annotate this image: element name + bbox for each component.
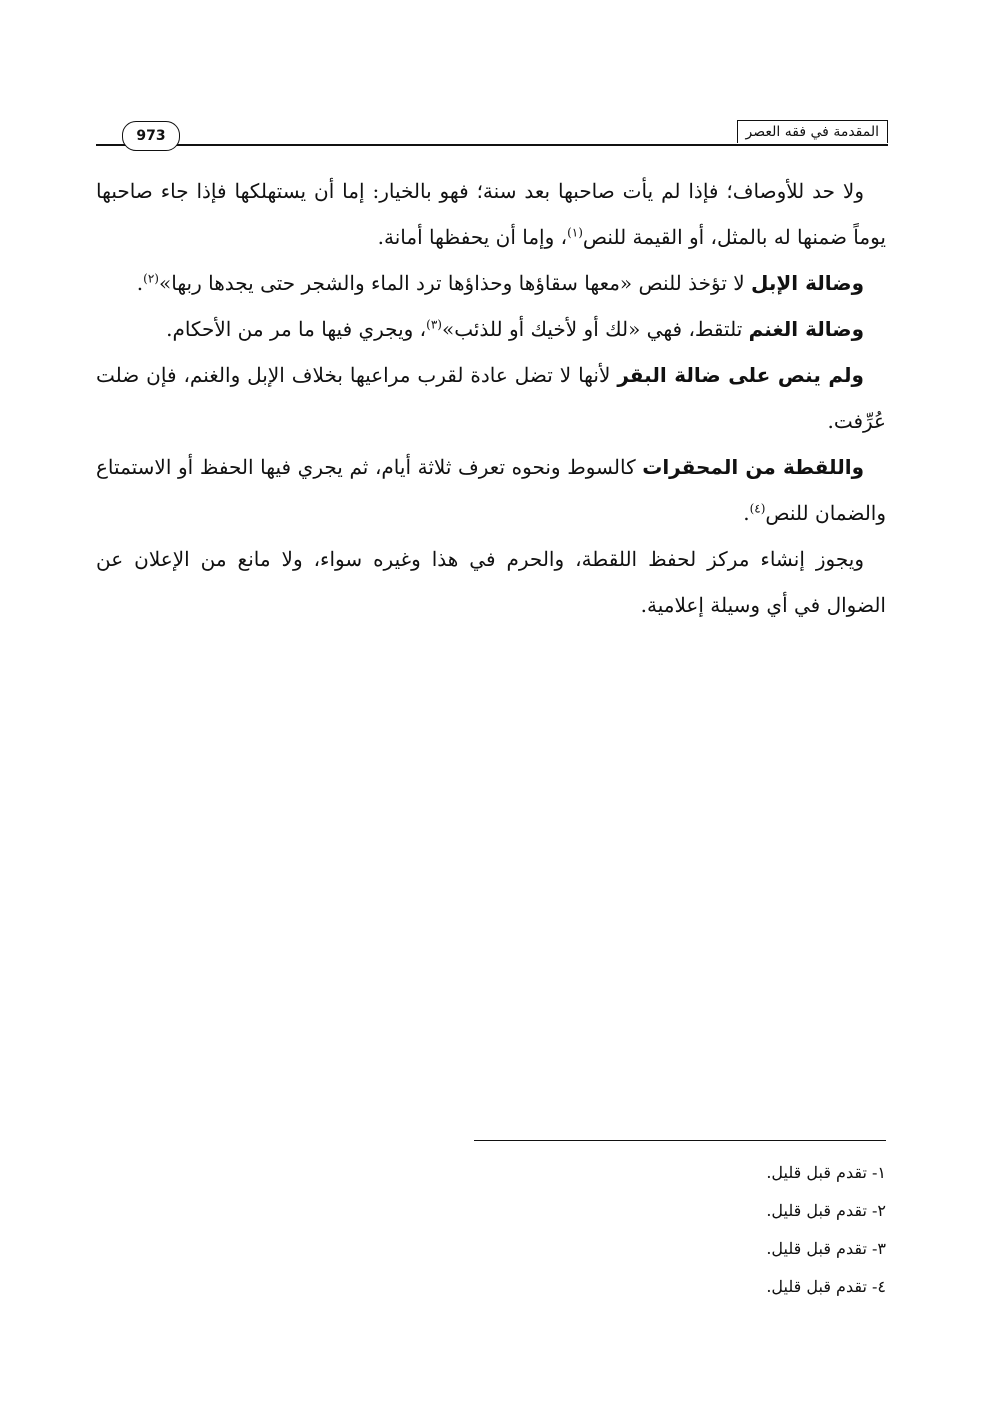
footnote-2: ٢- تقدم قبل قليل.: [766, 1201, 886, 1220]
footnotes-list: [486, 1154, 886, 1306]
footnote-4: ٤- تقدم قبل قليل.: [766, 1277, 886, 1296]
paragraph-text: ويجوز إنشاء مركز لحفظ اللقطة، والحرم في هذا وغيره سواء، ولا مانع من الإعلان عن الضوال في أي وسيلة إعلامية.: [96, 547, 886, 617]
paragraph-heading: ولم ينص على ضالة البقر: [617, 363, 864, 387]
footnote-ref-4[interactable]: (٤): [749, 501, 766, 516]
paragraph-3: [96, 306, 886, 352]
footnote-ref-2[interactable]: (٢): [143, 271, 159, 286]
footnote-ref-1[interactable]: (١): [567, 225, 583, 240]
book-title: المقدمة في فقه العصر: [737, 120, 888, 143]
paragraph-5: [96, 444, 886, 536]
page-number: 973: [122, 121, 180, 151]
paragraph-text: ولا حد للأوصاف؛ فإذا لم يأت صاحبها بعد سنة؛ فهو بالخيار: إما أن يستهلكها فإذا جاء صاحبها يوماً ضمنها له بالمثل، أو القيمة للنص: [96, 179, 886, 249]
paragraph-heading: وضالة الغنم: [748, 317, 864, 341]
paragraph-text: لأنها لا تضل عادة لقرب مراعيها بخلاف الإبل والغنم، فإن ضلت عُرِّفت.: [96, 363, 886, 433]
paragraph-tail: ، وإما أن يحفظها أمانة.: [377, 225, 568, 249]
paragraph-text: لا تؤخذ للنص «معها سقاؤها وحذاؤها ترد الماء والشجر حتى يجدها ربها»: [158, 271, 752, 295]
paragraph-tail: .: [136, 271, 144, 295]
paragraph-tail: .: [743, 501, 750, 525]
paragraph-heading: وضالة الإبل: [751, 271, 864, 295]
main-text: [96, 168, 886, 628]
paragraph-text: تلتقط، فهي «لك أو لأخيك أو للذئب»: [441, 317, 749, 341]
footnote-3: ٣- تقدم قبل قليل.: [766, 1239, 886, 1258]
paragraph-heading: واللقطة من المحقرات: [642, 455, 864, 479]
footnote-separator: [474, 1140, 886, 1141]
paragraph-text: كالسوط ونحوه تعرف ثلاثة أيام، ثم يجري فيها الحفظ أو الاستمتاع والضمان للنص: [96, 455, 886, 525]
footnote-ref-3[interactable]: (٣): [426, 317, 442, 332]
paragraph-6: [96, 536, 886, 628]
footnote-1: ١- تقدم قبل قليل.: [766, 1163, 886, 1182]
running-header: [96, 118, 888, 148]
paragraph-1: [96, 168, 886, 260]
paragraph-4: [96, 352, 886, 444]
paragraph-2: [96, 260, 886, 306]
header-rule: [96, 144, 888, 146]
paragraph-tail: ، ويجري فيها ما مر من الأحكام.: [166, 317, 427, 341]
